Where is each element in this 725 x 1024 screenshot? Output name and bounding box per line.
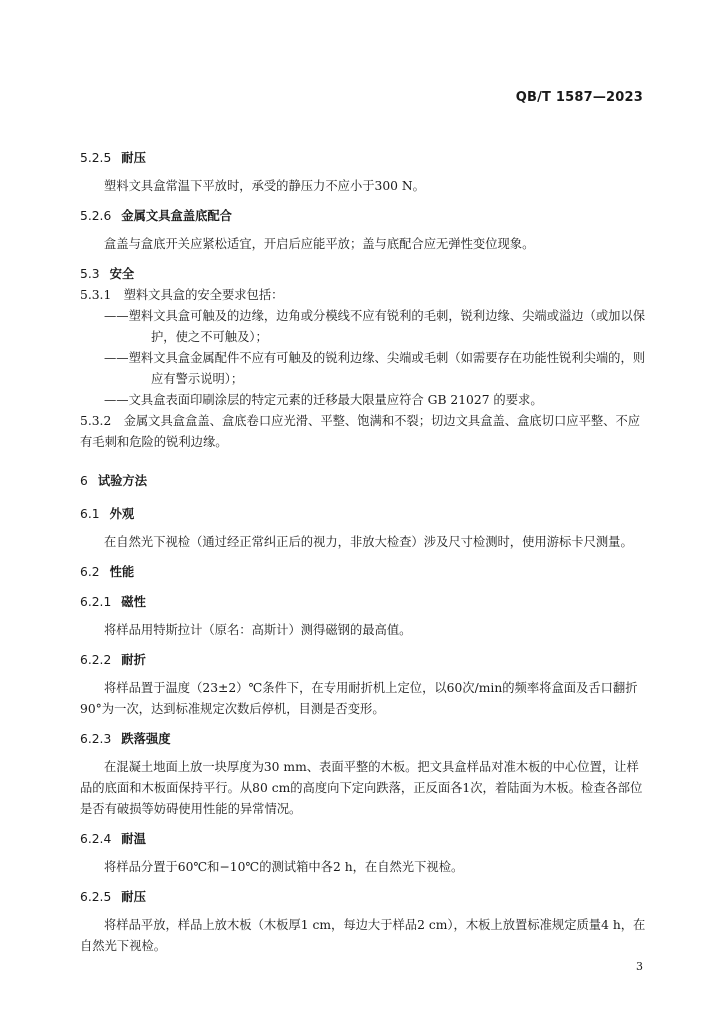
heading-6-2-3 — [80, 729, 648, 750]
section-title: 金属文具盒盖底配合 — [121, 209, 232, 223]
section-number: 5.2.6 — [80, 209, 112, 223]
paragraph-6-1: 在自然光下视检（通过经正常纠正后的视力，非放大检查）涉及尺寸检测时，使用游标卡尺测量。 — [104, 535, 633, 549]
heading-6-2-2 — [80, 650, 648, 671]
section-number: 6.2.4 — [80, 832, 112, 846]
document-body — [80, 148, 648, 957]
list-item: ——文具盒表面印刷涂层的特定元素的迁移最大限量应符合 GB 21027 的要求。 — [104, 393, 543, 407]
heading-6-1 — [80, 504, 648, 525]
list-item: ——塑料文具盒金属配件不应有可触及的锐利边缘、尖端或毛刺（如需要存在功能性锐利尖端的，则应有警示说明）； — [104, 351, 646, 386]
paragraph-5-2-6: 盒盖与盒底开关应紧松适宜，开启后应能平放；盖与底配合应无弹性变位现象。 — [104, 237, 535, 251]
section-title: 跌落强度 — [121, 732, 171, 746]
section-number: 6.2.5 — [80, 890, 112, 904]
paragraph-5-2-5: 塑料文具盒常温下平放时，承受的静压力不应小于300 N。 — [104, 179, 425, 193]
heading-5-3 — [80, 264, 648, 285]
section-title: 耐温 — [121, 832, 146, 846]
section-title: 耐压 — [121, 890, 146, 904]
section-title: 耐压 — [121, 151, 146, 165]
heading-6-2-4 — [80, 829, 648, 850]
heading-6-2 — [80, 562, 648, 583]
section-title: 磁性 — [121, 595, 146, 609]
section-number: 6.2.3 — [80, 732, 112, 746]
section-number: 5.3 — [80, 267, 100, 281]
heading-5-2-6 — [80, 206, 648, 227]
list-item: ——塑料文具盒可触及的边缘，边角或分模线不应有锐利的毛刺，锐利边缘、尖端或溢边（或加以保护，使之不可触及）； — [104, 309, 646, 344]
clause-5-3-2: 5.3.2 金属文具盒盒盖、盒底卷口应光滑、平整、饱满和不裂；切边文具盒盖、盒底切口应平整、不应有毛刺和危险的锐利边缘。 — [80, 414, 641, 449]
section-number: 5.2.5 — [80, 151, 112, 165]
heading-6-2-1 — [80, 592, 648, 613]
section-number: 6.1 — [80, 507, 100, 521]
section-number: 6.2 — [80, 565, 100, 579]
paragraph-6-2-5: 将样品平放，样品上放木板（木板厚1 cm，每边大于样品2 cm），木板上放置标准规定质量4 h，在自然光下视检。 — [80, 918, 646, 953]
paragraph-6-2-3: 在混凝土地面上放一块厚度为30 mm、表面平整的木板。把文具盒样品对准木板的中心位置，让样品的底面和木板面保持平行。从80 cm的高度向下定向跌落，正反面各1次，着陆面为木板。检查各部位是否有破损等妨碍使用性能的异常情况。 — [80, 760, 643, 816]
section-number: 6.2.2 — [80, 653, 112, 667]
section-title: 性能 — [109, 565, 135, 579]
page-number: 3 — [636, 960, 643, 973]
heading-6 — [80, 471, 648, 492]
section-title: 试验方法 — [97, 474, 148, 488]
section-number: 6.2.1 — [80, 595, 112, 609]
section-number: 6 — [80, 474, 88, 488]
paragraph-6-2-1: 将样品用特斯拉计（原名：高斯计）测得磁钢的最高值。 — [104, 623, 412, 637]
section-title: 安全 — [109, 267, 135, 281]
clause-5-3-1: 5.3.1 塑料文具盒的安全要求包括： — [80, 288, 284, 302]
section-title: 外观 — [109, 507, 135, 521]
section-title: 耐折 — [121, 653, 146, 667]
heading-6-2-5 — [80, 887, 648, 908]
paragraph-6-2-4: 将样品分置于60℃和−10℃的测试箱中各2 h，在自然光下视检。 — [104, 860, 464, 874]
heading-5-2-5 — [80, 148, 648, 169]
paragraph-6-2-2: 将样品置于温度（23±2）℃条件下，在专用耐折机上定位，以60次/min的频率将盒面及舌口翻折90°为一次，达到标准规定次数后停机，目测是否变形。 — [80, 681, 638, 716]
standard-code: QB/T 1587—2023 — [515, 90, 643, 105]
